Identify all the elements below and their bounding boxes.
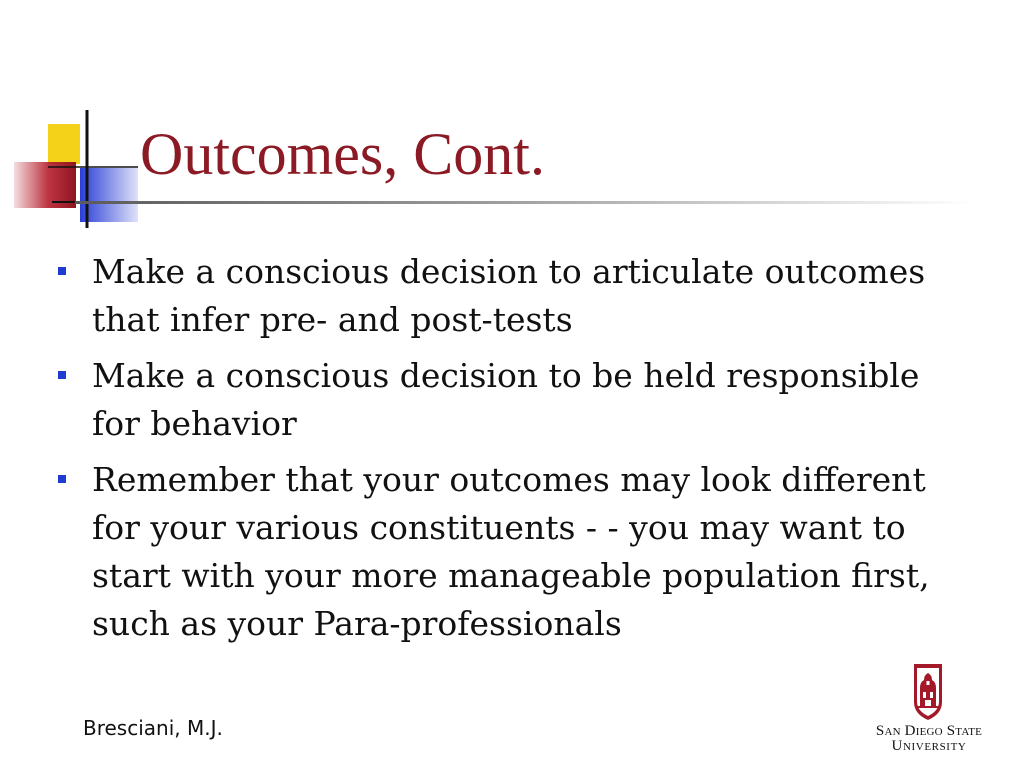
footer-author: Bresciani, M.J. [83,716,223,740]
square-bullet-icon [58,475,66,483]
bullet-text: Remember that your outcomes may look different for your various constituents - - you may want to start with your more manageable population first, such as your Para-professionals [92,460,930,643]
bullet-item [50,248,930,344]
square-bullet-icon [58,267,66,275]
deco-yellow-square [48,124,80,164]
slide-title: Outcomes, Cont. [140,121,545,187]
bullet-list [50,248,930,656]
sdsu-seal-icon [910,662,946,722]
corner-decoration [0,0,140,230]
title-underline [75,201,975,204]
university-logo [864,662,994,757]
bullet-text: Make a conscious decision to be held responsible for behavior [92,356,920,443]
bullet-text: Make a conscious decision to articulate outcomes that infer pre- and post-tests [92,252,926,339]
logo-text-line1: San Diego State [875,723,983,739]
bullet-item [50,352,930,448]
square-bullet-icon [58,371,66,379]
logo-text-line2: University [891,738,967,754]
bullet-item [50,456,930,648]
deco-blue-square [80,168,138,222]
